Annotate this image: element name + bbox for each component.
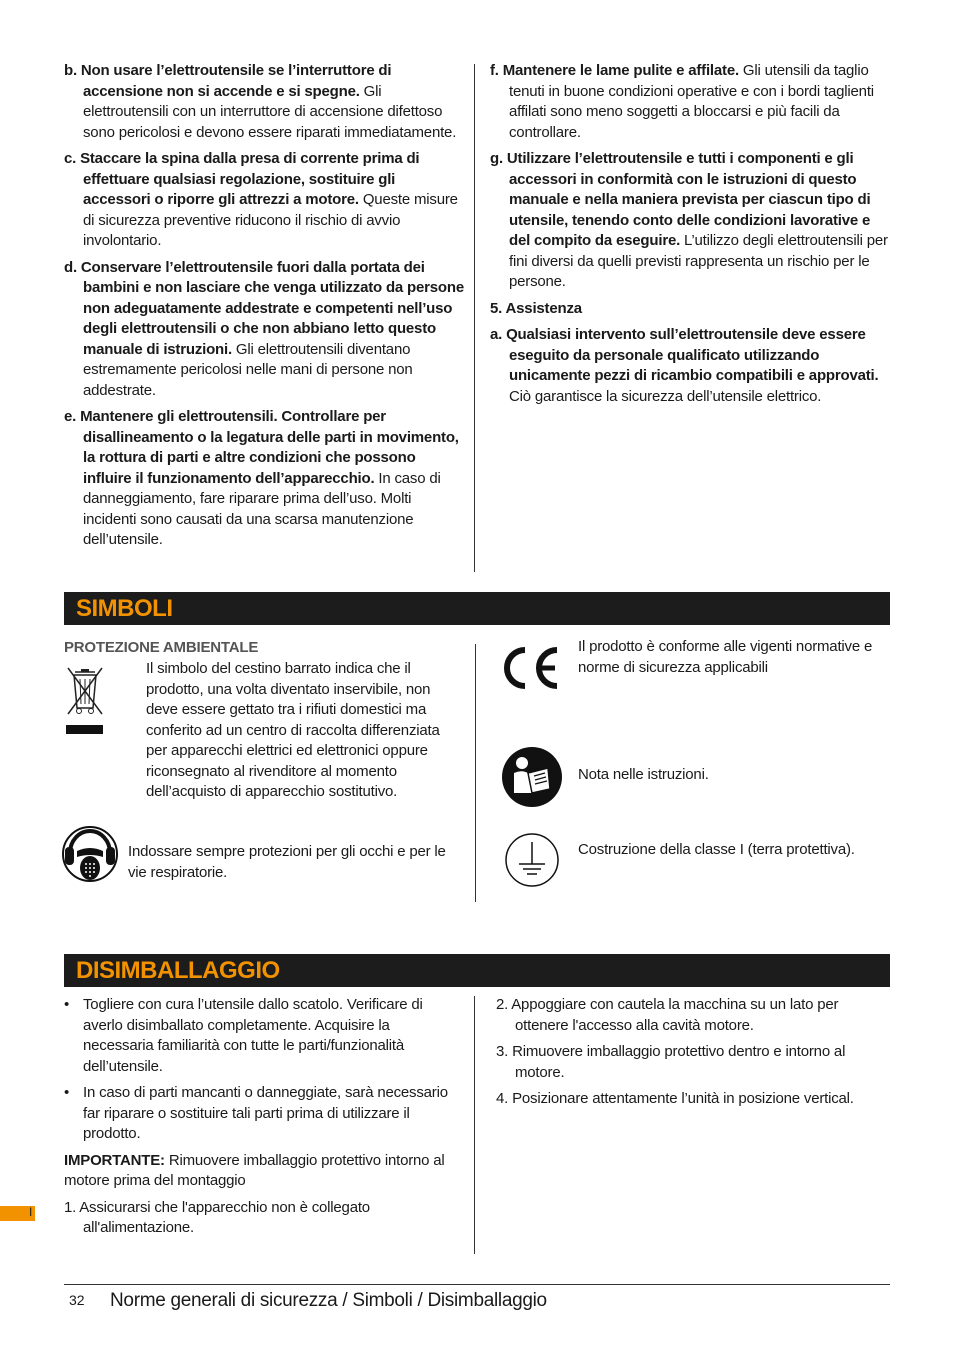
safety-item-d: d. Conservare l’elettroutensile fuori dalla portata dei bambini e non lasciare che venga utilizzato da persone non adeguatamente addestrate e competenti nell’uso degli elettroutensili o che non abbiano letto questo manuale di istruzioni. Gli elettroutensili diventano estremamente pericolosi nelle mani di persone non addestrate. (64, 258, 464, 399)
safety-item-g: g. Utilizzare l’elettroutensile e tutti i componenti e gli accessori in conformità con le istruzioni di questo manuale e nella maniera prevista per ciascun tipo di utensile, tenendo conto delle condizioni lavorative e del compito da eseguire. L’utilizzo degli elettroutensili per fini diversi da quelli previsti rappresenta un rischio per le persone. (490, 150, 888, 290)
column-divider-simboli (475, 644, 476, 902)
column-divider-top (474, 64, 475, 572)
footer-divider (64, 1284, 890, 1285)
disimballaggio-right-column (496, 995, 888, 1116)
read-manual-icon (502, 747, 562, 807)
simboli-title: SIMBOLI (76, 595, 173, 622)
left-column-safety (64, 61, 466, 557)
safety-item-f: f. Mantenere le lame pulite e affilate. Gli utensili da taglio tenuti in buone condizioni operative e con i bordi taglienti affilati sono meno soggetti a bloccarsi e più facili da controllare. (490, 62, 874, 141)
disimballaggio-section-bar (64, 954, 890, 987)
language-tab-label: I (29, 1205, 33, 1219)
protezione-ambientale-heading: PROTEZIONE AMBIENTALE (64, 639, 259, 656)
step-4: 4. Posizionare attentamente l’unità in posizione vertical. (496, 1090, 854, 1107)
simboli-section-bar (64, 592, 890, 625)
ce-description: Il prodotto è conforme alle vigenti normative e norme di sicurezza applicabili (578, 638, 873, 676)
bullet-icon: • (64, 996, 70, 1013)
step-1: 1. Assicurarsi che l'apparecchio non è collegato all'alimentazione. (64, 1198, 370, 1236)
safety-item-e: e. Mantenere gli elettroutensili. Controllare per disallineamento o la legatura delle parti in movimento, la rottura di parti e altre condizioni che possono influire il funzionamento dell’apparecchio. In caso di danneggiamento, fare riparare prima dell’uso. Molti incidenti sono causati da una scarsa manutenzione dell’utensile. (64, 408, 459, 548)
weee-description: Il simbolo del cestino barrato indica che il prodotto, una volta diventato inservibile, non deve essere gettato tra i rifiuti domestici ma conferito ad un centro di raccolta differenziata per apparecchi elettrici ed elettronici oppure riconsegnato al rivenditore al momento dell’acquisto di apparecchio sostitutivo. (146, 660, 440, 800)
manual-description: Nota nelle istruzioni. (578, 766, 709, 783)
column-divider-disimballaggio (474, 996, 475, 1254)
ce-mark-icon (500, 644, 562, 692)
list-item: • In caso di parti mancanti o danneggiate, sarà necessario far riparare o sostituire tali parti prima di utilizzare il prodotto. (64, 1084, 448, 1142)
list-item: • Togliere con cura l’utensile dallo scatolo. Verificare di averlo disimballato completamente. Acquisire la necessaria familiarità con tutte le parti/funzionalità dell’utensile. (64, 996, 423, 1075)
page-number: 32 (69, 1292, 85, 1308)
footer-title: Norme generali di sicurezza / Simboli / Disimballaggio (110, 1290, 547, 1311)
disimballaggio-title: DISIMBALLAGGIO (76, 957, 280, 984)
safety-item-c: c. Staccare la spina dalla presa di corrente prima di effettuare qualsiasi regolazione, sostituire gli accessori o riporre gli attrezzi a motore. Queste misure di sicurezza preventive riducono il rischio di avvio involontario. (64, 150, 458, 249)
step-3: 3. Rimuovere imballaggio protettivo dentro e intorno al motore. (496, 1043, 846, 1081)
language-tab (0, 1206, 35, 1221)
disimballaggio-left-column (64, 995, 456, 1245)
ppe-description: Indossare sempre protezioni per gli occhi e per le vie respiratorie. (128, 843, 446, 881)
protective-earth-icon (504, 832, 560, 888)
assistenza-item-a: a. Qualsiasi intervento sull’elettroutensile deve essere eseguito da personale qualificato utilizzando unicamente pezzi di ricambio compatibili e approvati. Ciò garantisce la sicurezza dell’utensile elettrico. (490, 326, 879, 405)
crossed-bin-icon (62, 664, 108, 736)
assistenza-heading: 5. Assistenza (490, 299, 582, 317)
earth-description: Costruzione della classe I (terra protettiva). (578, 841, 855, 858)
ear-eye-mask-protection-icon (62, 823, 118, 885)
important-note: IMPORTANTE: Rimuovere imballaggio protettivo intorno al motore prima del montaggio (64, 1151, 445, 1189)
right-column-safety (490, 61, 890, 413)
step-2: 2. Appoggiare con cautela la macchina su un lato per ottenere l'accesso alla cavità motore. (496, 996, 839, 1034)
bullet-icon: • (64, 1084, 70, 1101)
safety-item-b: b. Non usare l’elettroutensile se l’interruttore di accensione non si accende e si spegne. Gli elettroutensili con un interruttore di accensione difettoso sono pericolosi e devono essere riparati immediatamente. (64, 62, 457, 141)
